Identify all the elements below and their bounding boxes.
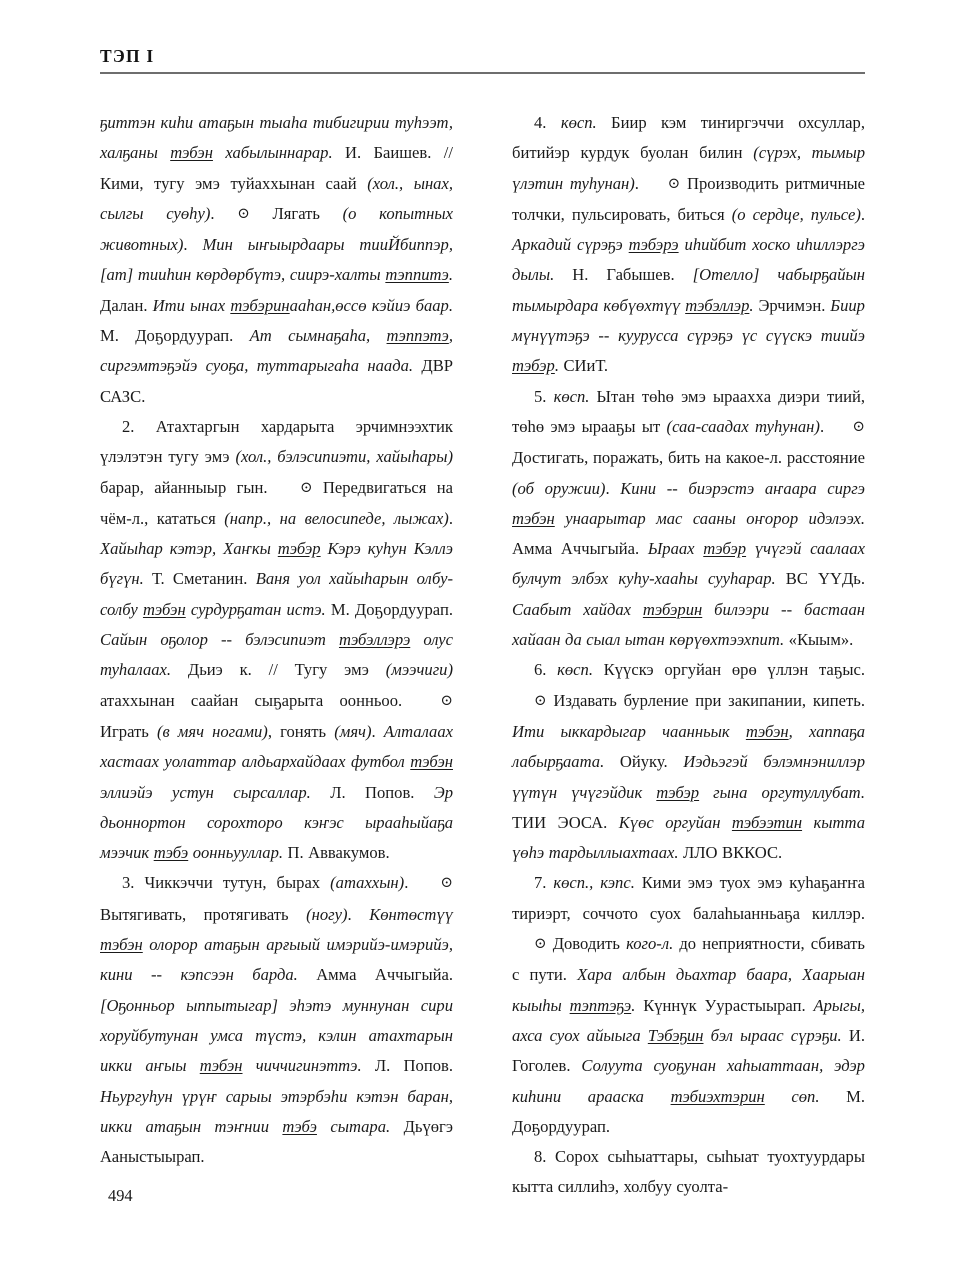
text-run: Достигать, поражать, бить на какое-л. расстояние [512,448,865,468]
headword-reference: тэппэтэ [386,326,449,346]
text-run: . [554,356,559,376]
text-run: . [631,995,636,1015]
text-run: 4. [534,113,561,132]
text-run: ҕиттэн киһи атаҕын тыаһа тибигирии туһээт, халҕаны [100,113,453,163]
text-run: [Оҕонньор ыппытыгар] эһэтэ муннунан сири хоруйбутунан умса түстэ, кэлин атахтарын икки аҥыы [100,995,453,1076]
text-run: Передвигаться на чём-л., кататься [100,477,454,528]
text-run: (хол., ынах, сылгы суөһу) [100,173,453,223]
dictionary-sense-paragraph [100,108,453,412]
text-run: М. Доҕордуурап. [512,1086,866,1136]
text-run: 5. [534,386,554,406]
headword-reference: тэбээтин [731,812,803,832]
text-run: барар, айанныыр гын. [100,477,278,497]
headword-reference: тэбэрин [230,295,290,315]
text-run: Кини -- биэрэстэ аҥаара сиргэ [620,478,865,498]
text-run: үчүгэй саалаах булчут элбэх куһу-хааһы сууһарар. [512,539,865,589]
text-run: (о сердце, пульсе) [731,204,861,224]
text-run: эллиэйэ устун сырсаллар. [100,782,311,802]
text-run: Н. Габышев. [554,265,693,285]
headword-reference: тэбиэхтэрин [670,1086,765,1106]
headword-reference: тэбэр [277,539,321,559]
text-run: , сиргэмтэҕэйэ суоҕа, туттарыгаһа наада. [100,326,453,376]
text-run: Кими эмэ туох эмэ куһаҕаҥҥа тириэрт, соччото суох балаһыанньаҕа киллэр. [512,873,865,923]
text-run: Амма Аччыгыйа. [512,539,648,559]
headword-reference: тэбэрэ [628,235,679,255]
headword-reference: тэбэр [512,356,555,376]
text-run: . [210,203,238,223]
text-run: Ити ыккардыгар чаанньык [512,721,746,741]
sense-bullet-icon: ⊙ [237,205,250,222]
text-run: көсп., кэпс. [553,873,635,893]
text-run: Лягать [249,203,343,223]
text-run: Играть [100,721,157,741]
text-run: Саабыт хайдах [512,599,643,619]
text-run: Ытан төһө эмэ ырааххa диэри тиий, төһө эмэ ырааҕы ыт [512,386,865,436]
headword-reference: тэбэллэр [685,295,750,315]
text-run: (напр., на велосипеде, лыжах) [224,508,449,528]
text-run: иһийбит хоско иһиллэргэ дылы. [512,235,865,285]
headword-reference: тэбэр [703,539,747,559]
text-run: . [819,416,831,436]
text-run: ЛЛО ВККОС. [678,843,783,863]
text-run: . [183,235,203,255]
text-run: Ойуку. [604,752,684,772]
text-run: Ыраах [647,539,704,559]
text-run: до неприятности, сбивать с пути. [512,934,865,985]
text-run: Эр дьоннортон сорохторо кэҥэс ырааһыйаҕа мээчик [100,782,453,863]
text-run: олорор атаҕын арғыый имэрийэ-имэрийэ, кини -- кэпсээн барда. [100,935,453,985]
running-head-title: ТЭП I [100,46,155,66]
text-run: 6. [534,660,558,680]
text-run: . [749,295,754,315]
text-run: , гонять [267,721,335,741]
dictionary-sense-paragraph [100,412,453,868]
headword-reference: тэбэ [153,843,189,863]
text-run: П. Аввакумов. [283,843,390,863]
headword-reference: тэбэр [656,782,700,802]
sense-bullet-icon: ⊙ [299,479,313,496]
sense-bullet-icon: ⊙ [534,692,547,709]
sense-bullet-icon: ⊙ [440,875,453,892]
text-run: ДВР САЗС. [100,356,453,406]
column-left [100,108,453,1168]
headword-reference: тэбэн [512,508,555,528]
text-run: Л. Попов. [361,1056,453,1076]
text-run: . [634,173,646,193]
dictionary-sense-paragraph [100,868,453,1172]
headword-reference: Тэбэҕин [647,1025,704,1045]
text-run: 2. Атахтаргын хардарыта эрчимнээхтик үлэлэтэн тугу эмэ [100,416,453,467]
column-right [512,108,866,1197]
text-run: [Отелло] чабырҕайын тымырдара көбүөхтүү [512,265,865,315]
headword-reference: тэбэн [199,1056,243,1076]
text-run: (саа-саадах туһунан) [666,416,820,436]
text-run: И. Гоголев. [512,1025,865,1076]
text-run: кытта үөһэ тардыллыахтаах. [512,812,865,863]
text-run: Иэдьэгэй бэлэмнэниллэр үүтүн үчүгэйдик [512,752,865,802]
dictionary-sense-paragraph [512,382,865,656]
text-run: (атаххын) [330,873,405,893]
text-run: билээри -- бастаан хайаан да сыал ытан көрүөхтээхпит. [512,599,865,650]
dictionary-sense-paragraph [512,108,865,382]
text-run: 7. [534,873,554,893]
text-run: ВС ҮҮДь. [775,569,865,589]
text-run: . [347,904,370,924]
text-run: Биир мүнүүтэҕэ -- кууруcса сүрэҕэ үс сүүскэ тиийэ [512,295,865,346]
text-run: Кэрэ куһун Кэллэ бүгүн. [100,539,453,589]
text-run: унаарытар мас сааны оҥорор идэлээх. [554,508,865,528]
headword-reference: тэбэн [100,935,143,955]
text-run: Амма Аччыгыйа. [297,965,454,985]
text-run: Ат сымнаҕаһа, [249,326,387,346]
text-run: (об оружии) [512,478,606,498]
headword-reference: тэбэн [142,599,186,619]
text-run: Күннүк Уурастыырап. [635,995,814,1015]
text-run: хабылыннарар. [212,143,333,163]
text-run: (мээчиги) [385,660,453,680]
text-run: Күүскэ оргуйан өрө үллэн таҕыс. [593,660,865,680]
sense-bullet-icon: ⊙ [534,936,547,953]
text-run: Ваня уол хайыһарын олбу-солбу [100,569,454,619]
text-run: Вытягивать, протягивать [100,904,307,924]
text-run: олус туһалаах. [100,630,453,680]
text-run: И. Баишев. // Кими, тугу эмэ туйаххынан саай [100,143,453,193]
text-run: (мяч) [334,721,372,741]
text-run: Күөс оргуйан [618,812,732,832]
headword-reference: тэбэ [282,1116,317,1136]
dictionary-sense-paragraph [512,868,865,1142]
text-run: . [605,478,621,498]
sense-bullet-icon: ⊙ [852,418,865,435]
text-run: (ногу) [306,904,348,924]
text-run: Көнтөстүү [369,904,453,924]
text-run: Биир кэм тиҥиргэччи охсуллар, битийэр курдук буолан билин [512,113,865,163]
text-run: Мин ыҥыырдаары тииЙбиппэр, [ат] тииһин көрдөрбүтэ, сиирэ-халты [100,235,453,285]
running-head-rule [100,72,865,75]
text-run: көсп. [553,386,590,406]
text-run: Сайын оҕолор -- бэлэсипиэт [100,630,339,650]
page-folio: 494 [108,1186,133,1205]
text-run: , хаппаҕа лабырҕаата. [512,721,865,772]
headword-reference: тэптэҕэ [569,995,632,1015]
text-run: Аркадий сүрэҕэ [512,235,629,255]
text-run: чиччигинэттэ. [242,1056,362,1076]
text-run: Ити ынах [152,295,231,315]
text-run: Дьүөгэ Ааныстыырап. [100,1116,453,1167]
text-run: 3. Чиккэччи тутун, бырах [122,873,331,893]
headword-reference: тэбэн [170,143,213,163]
text-run: көсп. [557,660,593,680]
text-run: Хайыһар кэтэр, Хаҥкы [100,539,278,559]
text-run: оонньууллар. [188,843,284,863]
sense-bullet-icon: ⊙ [667,175,681,192]
text-run: Алталаах хастаах уолаттар алдьархайдаах футбол [100,721,453,772]
text-run: Арыгы, ахса суох айыыга [512,995,865,1045]
text-run: 8. Сорох сыһыаттары, сыһыат туохтуурдары кытта силлиһэ, холбуу суолта- [512,1147,865,1197]
text-run: ааһан,өссө кэйиэ баар. [289,295,453,315]
text-run: ТИИ ЭОСА. [512,812,619,832]
text-run: . [448,508,453,528]
headword-reference: тэппитэ [385,265,449,285]
headword-reference: тэбэн [410,752,453,772]
text-run: СИиТ. [558,356,609,376]
text-run: Л. Попов. [310,782,434,802]
text-run: Издавать бурление при закипании, кипеть. [546,690,865,710]
text-run: (о копытных животных) [100,203,453,255]
text-run: Т. Сметанин. [143,569,256,589]
text-run: Солуута суоҕунан хаһыаттаан, эдэр киһини арааска [512,1056,865,1106]
dictionary-sense-paragraph [512,655,865,868]
text-run: сытара. [316,1116,391,1136]
text-run: Далан. [100,295,153,315]
text-run: атаххынан саайан сыҕарыта оонньоо. [100,690,419,710]
text-run: Доводить [546,934,627,954]
text-run: (хол., бэлэсипиэти, хайыһары) [235,447,453,467]
text-run: М. Доҕордуурап. [100,326,250,346]
text-run: . [371,721,384,741]
headword-reference: тэбэрин [642,599,703,619]
text-run: көсп. [560,113,597,132]
text-run: «Кыым». [784,630,854,650]
dictionary-sense-paragraph [512,1142,865,1203]
text-run: Ньургуһун үрүҥ сарыы этэрбэһи кэтэн баран, икки атаҕын тэҥнии [100,1086,453,1136]
text-run: сурдурҕатан истэ. [185,599,326,619]
headword-reference: тэбэллэрэ [338,630,411,650]
text-run: . [404,873,419,893]
text-run: кого-л. [626,934,674,954]
text-run: Эрчимэн. [753,295,831,315]
text-run: Хара албын дьахтар баара, Хаарыан кыыһы [512,965,865,1015]
text-run: гына оргутуллубат. [699,782,865,802]
text-run: бэл ыраас сүрэҕи. [703,1025,842,1045]
text-run: . [448,265,453,285]
text-run: Производить ритмичные толчки, пульсировать, биться [512,173,865,224]
text-run: . [860,204,865,224]
sense-bullet-icon: ⊙ [440,692,453,709]
text-run: Дьиэ к. // Тугу эмэ [171,660,386,680]
headword-reference: тэбэн [745,721,789,741]
text-run: М. Доҕордуурап. [325,599,453,619]
text-run: сөп. [764,1086,820,1106]
text-run: (в мяч ногами) [156,721,268,741]
running-head [100,48,865,74]
text-run: (сүрэх, тымыр үлэтин туһунан) [512,143,866,193]
